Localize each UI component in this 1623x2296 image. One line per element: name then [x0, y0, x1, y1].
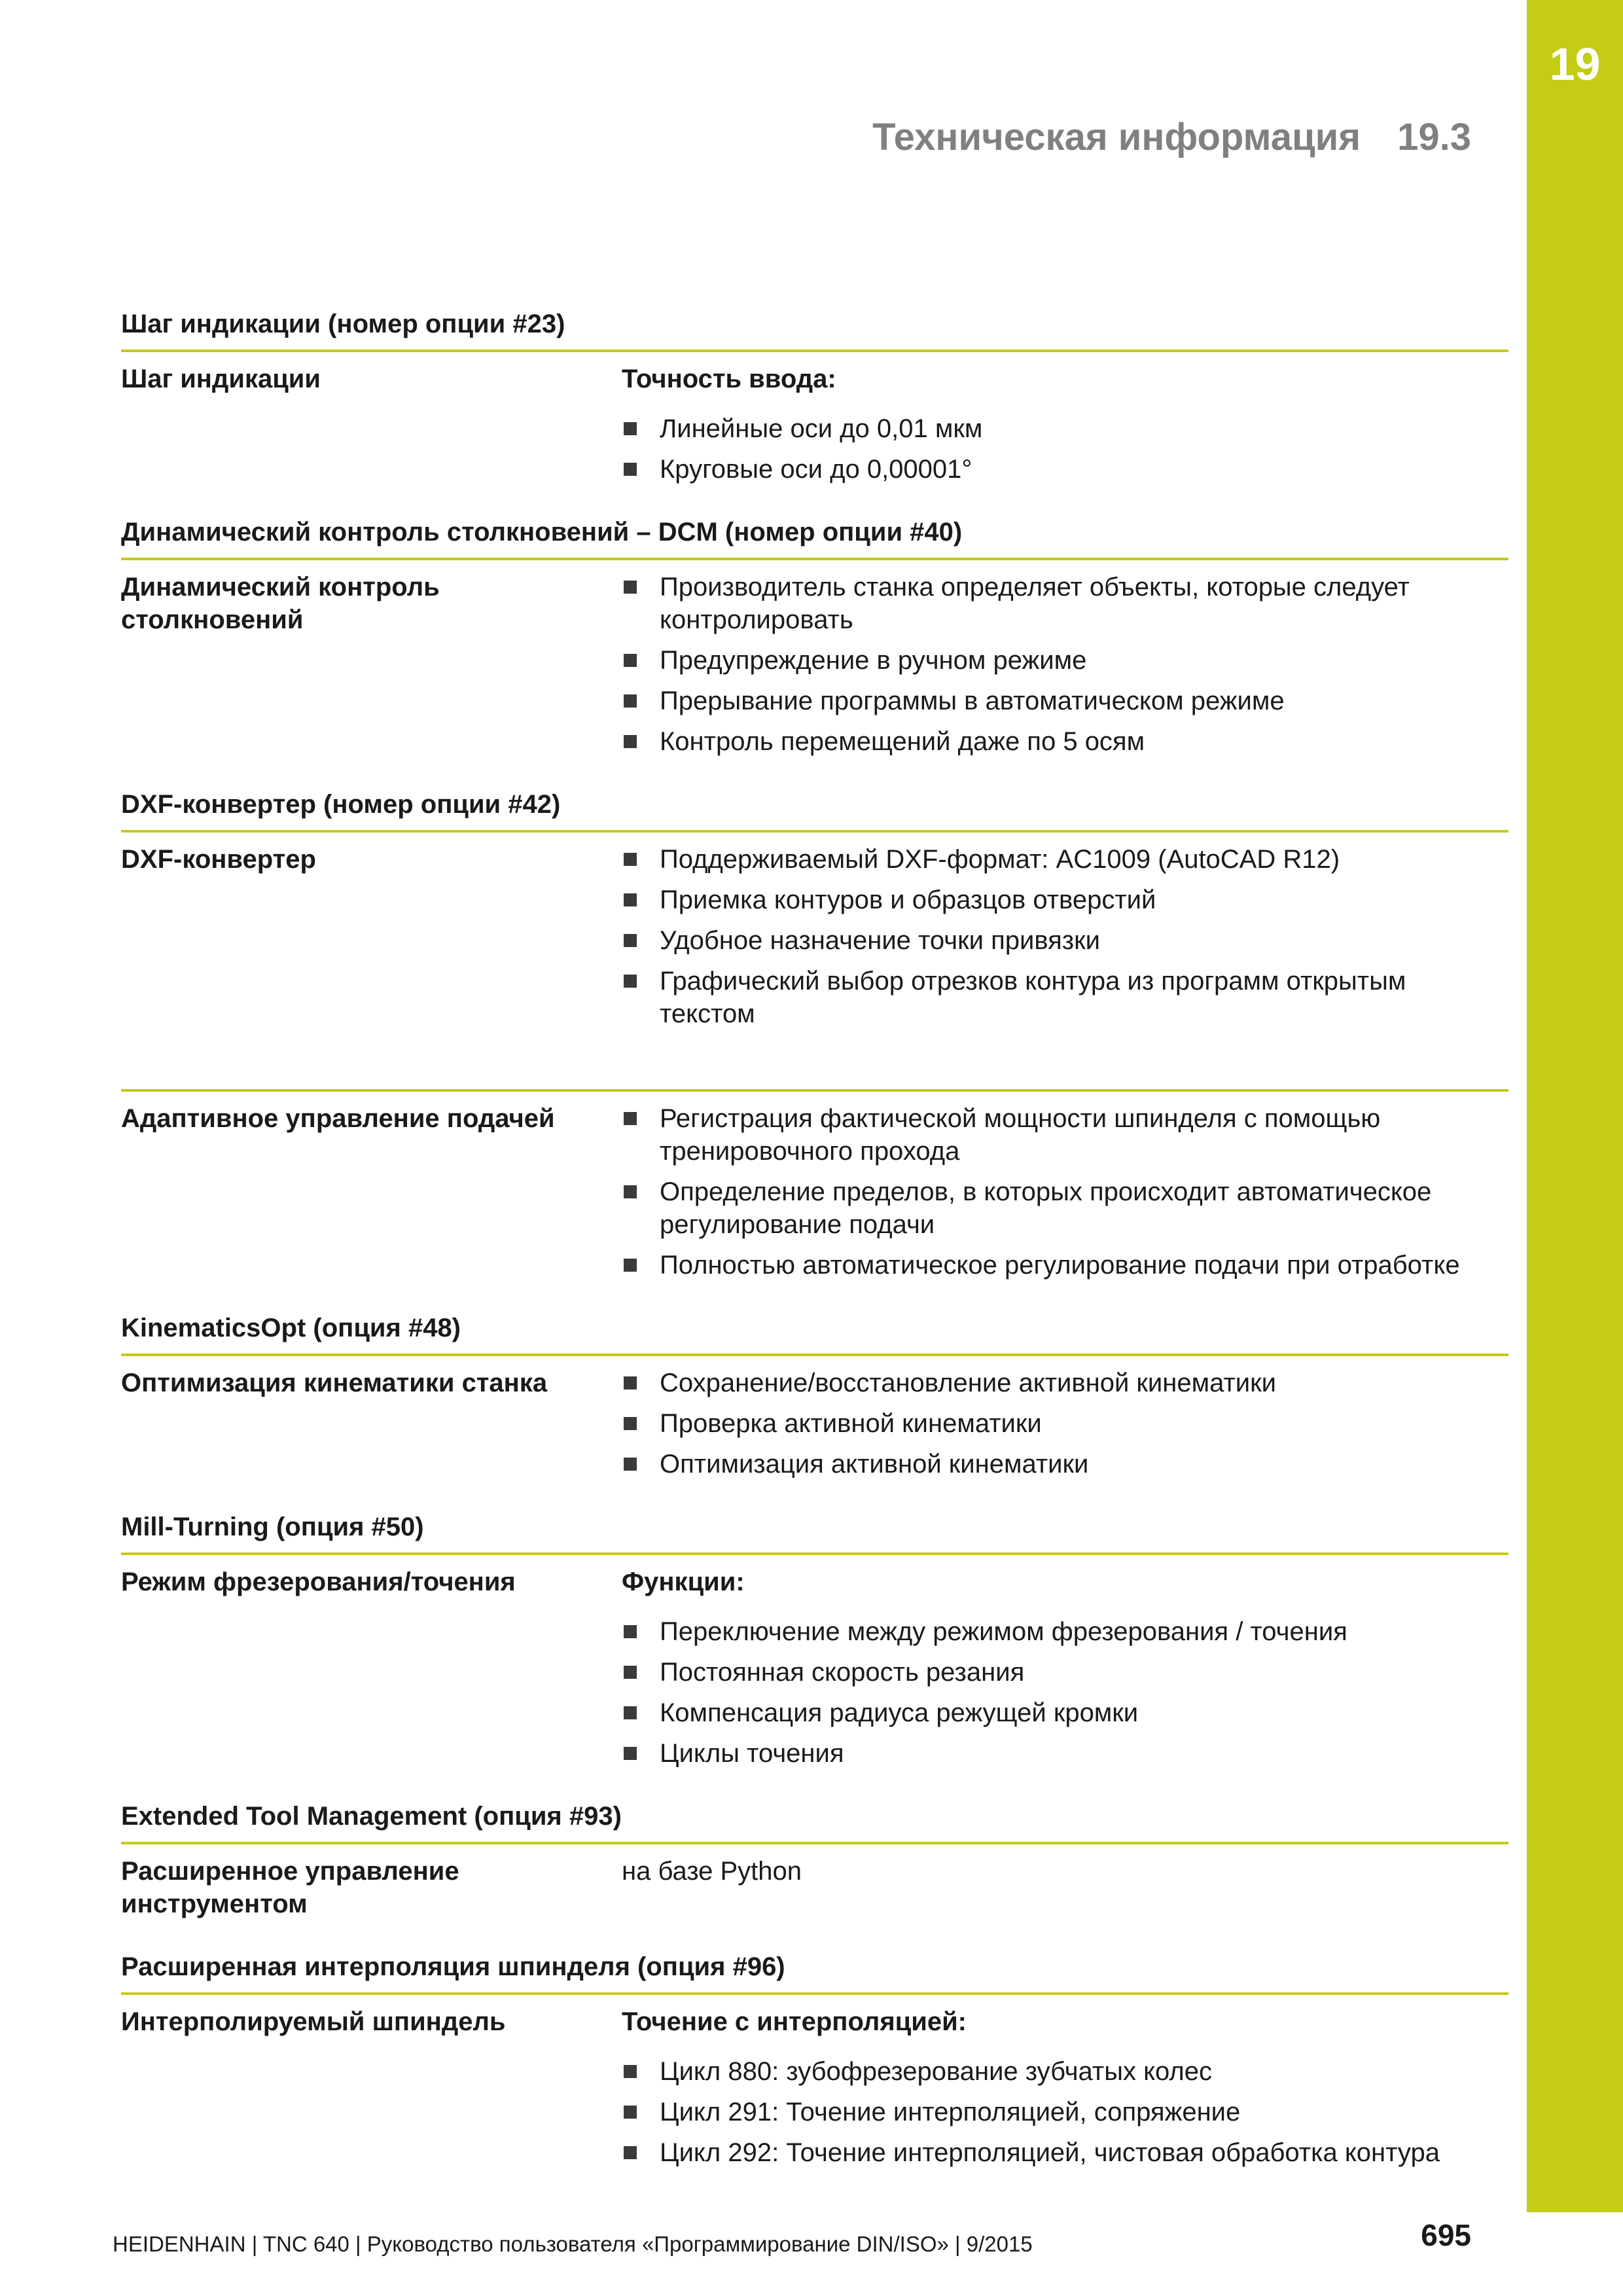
bullet-square-icon: [624, 893, 637, 906]
bullet-square-icon: [624, 1747, 637, 1760]
spec-row: [121, 1089, 1508, 1288]
list-item-text: Определение пределов, в которых происходит автоматическое регулирование подачи: [660, 1177, 1432, 1239]
list-item-text: Производитель станка определяет объекты, которые следует контролировать: [660, 573, 1410, 634]
bullet-list: [622, 571, 1508, 758]
row-label: Интерполируемый шпиндель: [121, 2007, 506, 2036]
row-label: DXF-конвертер: [121, 845, 316, 874]
list-item-text: Приемка контуров и образцов отверстий: [660, 886, 1156, 914]
spec-row: [121, 1552, 1508, 1776]
row-label: Режим фрезерования/точения: [121, 1568, 516, 1596]
row-body: [622, 2005, 1508, 2169]
list-item: [622, 1656, 1508, 1689]
list-item-text: Цикл 291: Точение интерполяцией, сопряжение: [660, 2098, 1241, 2126]
list-item: [622, 1175, 1508, 1241]
row-body: [622, 1566, 1508, 1770]
list-item-text: Круговые оси до 0,00001°: [660, 455, 972, 484]
section-title: KinematicsOpt (опция #48): [121, 1314, 461, 1342]
list-item: [622, 1249, 1508, 1282]
bullet-square-icon: [624, 2065, 637, 2078]
bullet-square-icon: [624, 422, 637, 435]
list-item: [622, 725, 1508, 758]
list-item: [622, 924, 1508, 957]
row-label: Динамический контроль столкновений: [121, 573, 440, 634]
row-heading: Функции:: [622, 1568, 745, 1596]
chapter-number: 19: [1549, 39, 1601, 90]
section-title: Расширенная интерполяция шпинделя (опция #96): [121, 1952, 785, 1981]
list-item: [622, 2055, 1508, 2088]
list-item-text: Проверка активной кинематики: [660, 1409, 1042, 1438]
header-title: Техническая информация: [872, 116, 1361, 158]
row-label: Адаптивное управление подачей: [121, 1104, 555, 1133]
section-title: Динамический контроль столкновений – DCM (номер опции #40): [121, 518, 963, 547]
bullet-square-icon: [624, 694, 637, 708]
bullet-square-icon: [624, 1259, 637, 1272]
bullet-list: [622, 1367, 1508, 1480]
row-label: Расширенное управление инструментом: [121, 1857, 459, 1918]
list-item: [622, 843, 1508, 876]
list-item-text: Цикл 292: Точение интерполяцией, чистовая обработка контура: [660, 2138, 1440, 2167]
list-item-text: Прерывание программы в автоматическом режиме: [660, 687, 1285, 715]
list-item: [622, 1737, 1508, 1770]
spec-row: [121, 1354, 1508, 1487]
list-item: [622, 2136, 1508, 2169]
list-item-text: Оптимизация активной кинематики: [660, 1450, 1089, 1479]
section-title: Extended Tool Management (опция #93): [121, 1802, 622, 1831]
bullet-square-icon: [624, 1417, 637, 1430]
list-item: [622, 1696, 1508, 1729]
row-text: на базе Python: [622, 1857, 802, 1886]
bullet-square-icon: [624, 1666, 637, 1679]
section-title: Mill-Turning (опция #50): [121, 1513, 424, 1541]
row-body: [622, 843, 1508, 1030]
bullet-list: [622, 1102, 1508, 1282]
list-item-text: Цикл 880: зубофрезерование зубчатых колес: [660, 2057, 1213, 2086]
bullet-list: [622, 843, 1508, 1030]
row-body: [622, 571, 1508, 758]
chapter-tab: [1527, 0, 1623, 2212]
bullet-list: [622, 1615, 1508, 1770]
bullet-square-icon: [624, 853, 637, 866]
list-item-text: Удобное назначение точки привязки: [660, 926, 1100, 955]
spec-row: [121, 350, 1508, 492]
page-header: [872, 115, 1471, 159]
row-heading: Точность ввода:: [622, 365, 836, 393]
list-item-text: Переключение между режимом фрезерования / точения: [660, 1617, 1347, 1646]
row-label: Оптимизация кинематики станка: [121, 1369, 548, 1397]
row-label: Шаг индикации: [121, 365, 321, 393]
list-item: [622, 965, 1508, 1030]
bullet-list: [622, 2055, 1508, 2169]
bullet-square-icon: [624, 1185, 637, 1198]
bullet-square-icon: [624, 2146, 637, 2159]
page-number: 695: [1421, 2218, 1471, 2252]
list-item-text: Сохранение/восстановление активной кинематики: [660, 1369, 1276, 1397]
spec-row: [121, 558, 1508, 764]
list-item: [622, 685, 1508, 717]
bullet-square-icon: [624, 975, 637, 988]
list-item: [622, 453, 1508, 486]
list-item-text: Графический выбор отрезков контура из программ открытым текстом: [660, 967, 1406, 1028]
row-body: [622, 1855, 1508, 1920]
bullet-square-icon: [624, 1625, 637, 1638]
list-item: [622, 412, 1508, 445]
bullet-square-icon: [624, 1706, 637, 1719]
bullet-square-icon: [624, 1458, 637, 1471]
list-item-text: Поддерживаемый DXF-формат: AC1009 (AutoCAD R12): [660, 845, 1340, 874]
bullet-square-icon: [624, 654, 637, 667]
bullet-square-icon: [624, 2106, 637, 2119]
bullet-square-icon: [624, 463, 637, 476]
list-item-text: Контроль перемещений даже по 5 осям: [660, 727, 1145, 756]
footer-text: HEIDENHAIN | TNC 640 | Руководство пользователя «Программирование DIN/ISO» | 9/2015: [113, 2232, 1033, 2256]
bullet-square-icon: [624, 1376, 637, 1390]
list-item-text: Предупреждение в ручном режиме: [660, 646, 1087, 675]
spec-row: [121, 1842, 1508, 1927]
list-item-text: Линейные оси до 0,01 мкм: [660, 414, 983, 443]
row-body: [622, 1367, 1508, 1480]
list-item: [622, 884, 1508, 916]
list-item-text: Постоянная скорость резания: [660, 1658, 1025, 1687]
spec-row: [121, 830, 1508, 1037]
list-item: [622, 2096, 1508, 2128]
bullet-list: [622, 412, 1508, 486]
row-heading: Точение с интерполяцией:: [622, 2007, 967, 2036]
row-body: [622, 1102, 1508, 1282]
bullet-square-icon: [624, 581, 637, 594]
list-item: [622, 1407, 1508, 1440]
list-item: [622, 1367, 1508, 1399]
bullet-square-icon: [624, 735, 637, 748]
row-body: [622, 363, 1508, 486]
list-item-text: Циклы точения: [660, 1739, 844, 1768]
list-item: [622, 644, 1508, 677]
list-item-text: Регистрация фактической мощности шпинделя с помощью тренировочного прохода: [660, 1104, 1381, 1166]
spec-table: [121, 308, 1508, 2176]
list-item-text: Компенсация радиуса режущей кромки: [660, 1698, 1139, 1727]
bullet-square-icon: [624, 1112, 637, 1125]
list-item: [622, 1102, 1508, 1168]
list-item: [622, 1448, 1508, 1480]
list-item-text: Полностью автоматическое регулирование подачи при отработке: [660, 1251, 1460, 1280]
spec-row: [121, 1992, 1508, 2176]
section-title: Шаг индикации (номер опции #23): [121, 310, 565, 338]
bullet-square-icon: [624, 934, 637, 947]
list-item: [622, 571, 1508, 636]
header-section-number: 19.3: [1397, 116, 1471, 158]
list-item: [622, 1615, 1508, 1648]
section-title: DXF-конвертер (номер опции #42): [121, 790, 561, 819]
